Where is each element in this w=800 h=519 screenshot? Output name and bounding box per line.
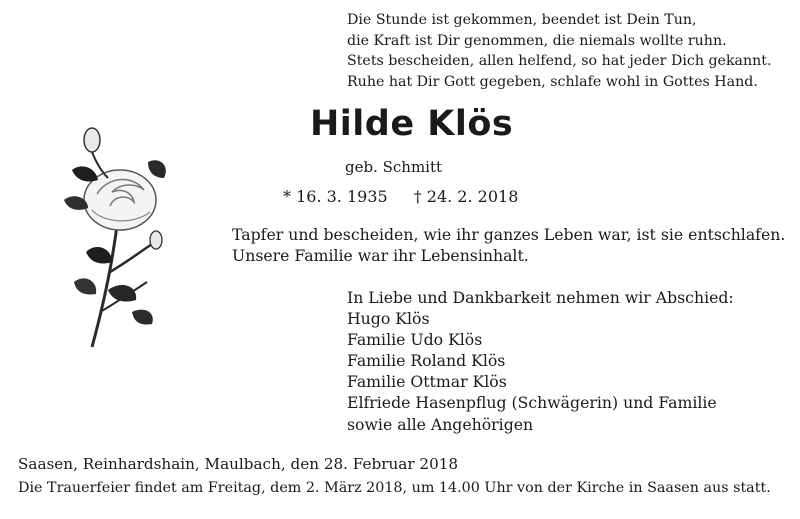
mourner-name: Hugo Klös	[347, 309, 430, 329]
mourner-name: Familie Udo Klös	[347, 330, 483, 350]
birth-date: * 16. 3. 1935	[283, 187, 388, 206]
tribute-line: Tapfer und bescheiden, wie ihr ganzes Leben war, ist sie entschlafen.	[232, 225, 786, 244]
place-date: Saasen, Reinhardshain, Maulbach, den 28. Februar 2018	[18, 455, 459, 473]
poem-line: Stets bescheiden, allen helfend, so hat jeder Dich gekannt.	[347, 53, 772, 69]
poem-line: Die Stunde ist gekommen, beendet ist Dein Tun,	[347, 12, 697, 28]
mourner-name: sowie alle Angehörigen	[347, 414, 534, 434]
poem-line: die Kraft ist Dir genommen, die niemals wollte ruhn.	[347, 32, 727, 49]
funeral-service-info: Die Trauerfeier findet am Freitag, dem 2. März 2018, um 14.00 Uhr von der Kirche in Saasen aus statt.	[18, 480, 771, 496]
mourner-name: Elfriede Hasenpflug (Schwägerin) und Familie	[347, 393, 717, 413]
maiden-name: geb. Schmitt	[345, 158, 443, 176]
tribute-text	[232, 224, 785, 266]
notice-footer	[18, 452, 771, 500]
mourner-name: Familie Ottmar Klös	[347, 372, 507, 392]
mourners-intro: In Liebe und Dankbarkeit nehmen wir Abschied:	[347, 288, 734, 307]
deceased-name: Hilde Klös	[310, 104, 514, 144]
death-date: † 24. 2. 2018	[413, 187, 519, 206]
mourner-name: Familie Roland Klös	[347, 351, 506, 371]
tribute-line: Unsere Familie war ihr Lebensinhalt.	[232, 246, 529, 265]
mourners-list	[347, 287, 734, 435]
poem	[347, 10, 771, 92]
poem-line: Ruhe hat Dir Gott gegeben, schlafe wohl in Gottes Hand.	[347, 73, 758, 90]
rose-icon	[52, 122, 182, 362]
life-dates	[283, 187, 518, 206]
